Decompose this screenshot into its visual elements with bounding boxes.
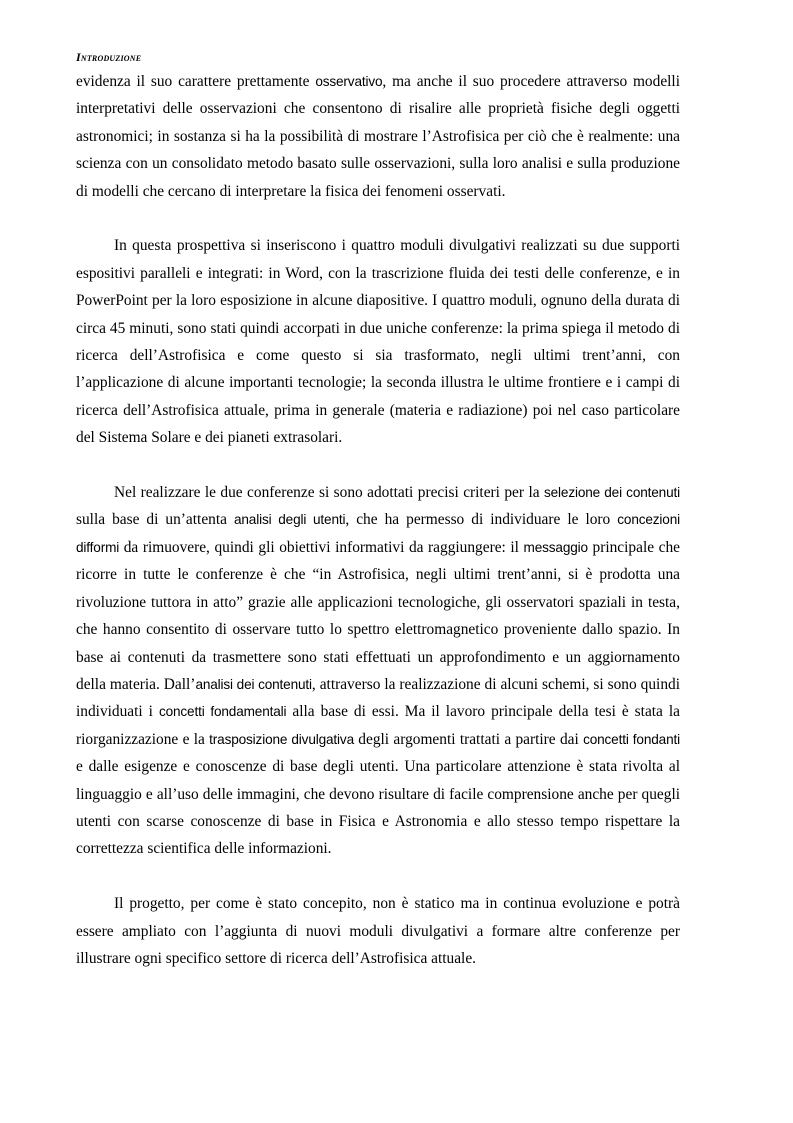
paragraph-text: principale che ricorre in tutte le conferenze è che “in Astrofisica, negli ultimi trent’anni, si è prodotta una rivoluzione tuttora in atto” grazie alle applicazioni tecnologiche, gli osservatori spaziali in testa, che hanno consentito di osservare tutto lo spettro elettromagnetico proveniente dallo spazio. In base ai contenuti da trasmettere sono stati effettuati un approfondimento e un aggiornamento della materia. Dall’: [76, 538, 680, 693]
highlighted-term: selezione dei contenuti: [543, 485, 680, 501]
paragraph: [76, 232, 680, 451]
highlighted-term: messaggio: [523, 539, 588, 555]
paragraph-text: degli argomenti trattati a partire dai: [353, 730, 584, 748]
paragraph: [76, 68, 680, 205]
paragraph-text: Il progetto, per come è stato concepito, non è statico ma in continua evoluzione e potrà essere ampliato con l’aggiunta di nuovi moduli divulgativi a formare altre conferenze per illustrare ogni specifico settore di ricerca dell’Astrofisica attuale.: [76, 895, 680, 967]
highlighted-term: concetti fondanti: [583, 731, 680, 747]
paragraph-text: evidenza il suo carattere prettamente: [76, 73, 316, 90]
highlighted-term: trasposizione divulgativa: [209, 731, 354, 747]
paragraph-text: , ma anche il suo procedere attraverso modelli interpretativi delle osservazioni che consentono di risalire alle proprietà fisiche degli oggetti astronomici; in sostanza si ha la possibilità di mostrare l’Astrofisica per ciò che è realmente: una scienza con un consolidato metodo basato sulle osservazioni, sulla loro analisi e sulla produzione di modelli che cercano di interpretare la fisica dei fenomeni osservati.: [76, 73, 680, 200]
paragraph-text: sulla base di un’attenta: [76, 511, 234, 529]
paragraph-spacer: [76, 205, 680, 232]
paragraph-text: Nel realizzare le due conferenze si sono adottati precisi criteri per la: [114, 484, 544, 502]
paragraph-spacer: [76, 452, 680, 479]
highlighted-term: osservativo: [315, 74, 383, 89]
highlighted-term: concezioni difformi: [76, 512, 680, 555]
paragraph: [76, 479, 680, 863]
paragraph: [76, 890, 680, 972]
paragraph-text: , attraverso la realizzazione di alcuni schemi, si sono quindi individuati i: [76, 675, 680, 721]
running-header: Introduzione: [76, 50, 142, 64]
highlighted-term: concetti fondamentali: [158, 704, 287, 720]
document-page: [76, 46, 680, 972]
highlighted-term: analisi dei contenuti: [195, 676, 312, 692]
paragraph-spacer: [76, 863, 680, 890]
highlighted-term: analisi degli utenti: [233, 512, 346, 528]
paragraph-text: e dalle esigenze e conoscenze di base degli utenti. Una particolare attenzione è stata rivolta al linguaggio e all’uso delle immagini, che devono risultare di facile comprensione anche per quegli utenti con scarse conoscenze di base in Fisica e Astronomia e allo stesso tempo rispettare la correttezza scientifica delle informazioni.: [76, 758, 680, 858]
paragraph-text: , che ha permesso di individuare le loro: [345, 511, 618, 529]
paragraph-text: alla base di essi. Ma il lavoro principale della tesi è stata la riorganizzazione e la: [76, 703, 680, 748]
paragraph-text: da rimuovere, quindi gli obiettivi informativi da raggiungere: il: [119, 538, 524, 556]
paragraph-text: In questa prospettiva si inseriscono i quattro moduli divulgativi realizzati su due supporti espositivi paralleli e integrati: in Word, con la trascrizione fluida dei testi delle conferenze, e in PowerPoint per la loro esposizione in alcune diapositive. I quattro moduli, ognuno della durata di circa 45 minuti, sono stati quindi accorpati in due uniche conferenze: la prima spiega il metodo di ricerca dell’Astrofisica e come questo si sia trasformato, negli ultimi trent’anni, con l’applicazione di alcune importanti tecnologie; la seconda illustra le ultime frontiere e i campi di ricerca dell’Astrofisica attuale, prima in generale (materia e radiazione) poi nel caso particolare del Sistema Solare e dei pianeti extrasolari.: [76, 237, 680, 447]
